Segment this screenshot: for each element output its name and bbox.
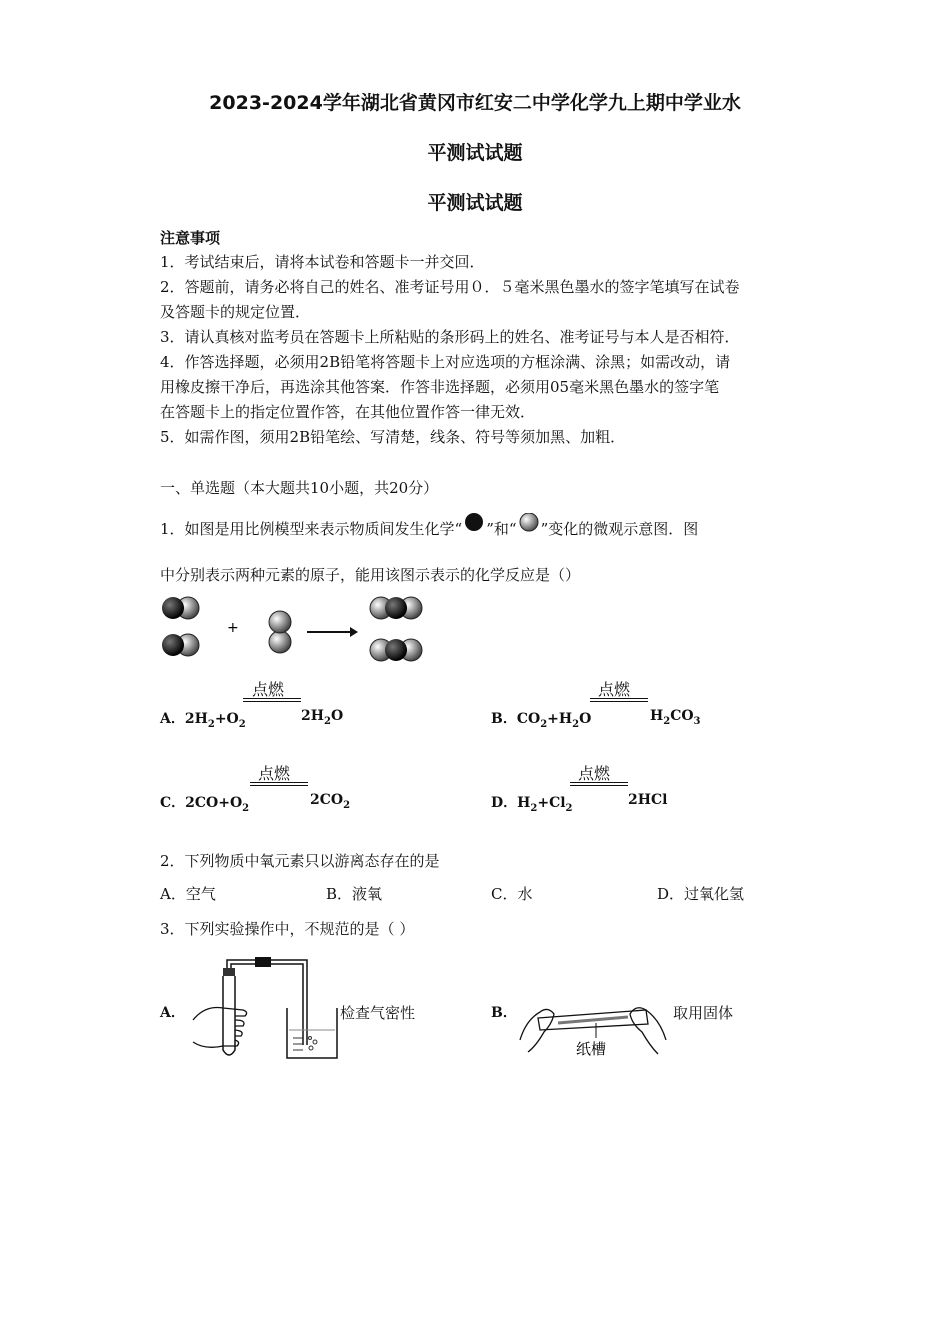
- question-1-text: [160, 513, 698, 539]
- subscript: 2: [663, 715, 671, 727]
- q2-option-a[interactable]: A．空气: [160, 885, 216, 903]
- q3-b-caption: 取用固体: [673, 1004, 734, 1022]
- page-title-line3: 平测试试题: [427, 192, 523, 214]
- q3-option-b[interactable]: B．: [491, 1005, 517, 1021]
- q1-text-part: ”变化的微观示意图．图: [540, 520, 699, 538]
- q1-text-part: ”和“: [486, 520, 517, 538]
- question-3-text: 3．下列实验操作中，不规范的是（ ）: [160, 920, 415, 938]
- notice-item: 5．如需作图，须用2B铅笔绘、写清楚，线条、符号等须加黑、加粗．: [160, 428, 626, 446]
- formula-part: H: [517, 795, 531, 811]
- notice-item: 在答题卡上的指定位置作答，在其他位置作答一律无效．: [160, 403, 536, 421]
- figure-label: 纸槽: [576, 1040, 607, 1058]
- molecule-black-gray: [162, 597, 199, 619]
- option-label: C．: [160, 795, 186, 811]
- option-label: B．: [491, 711, 517, 727]
- arrow-icon: [307, 627, 358, 637]
- q3-a-caption: 检查气密性: [340, 1004, 416, 1022]
- formula-part: CO: [670, 708, 694, 724]
- question-2-text: 2．下列物质中氧元素只以游离态存在的是: [160, 852, 440, 870]
- q2-option-c[interactable]: C．水: [491, 885, 533, 903]
- page-title-line2: 平测试试题: [427, 142, 523, 164]
- test-tube: [223, 976, 235, 1055]
- molecule-gray-gray: [269, 611, 291, 653]
- option-a[interactable]: [160, 708, 246, 730]
- formula-part: O: [579, 711, 592, 727]
- solid-sampling-figure: [518, 990, 668, 1060]
- notice-item: 用橡皮擦干净后，再选涂其他答案．作答非选择题，必须用05毫米黑色墨水的签字笔: [160, 378, 720, 396]
- reaction-diagram: [155, 590, 445, 665]
- q2-option-d[interactable]: D．过氧化氢: [657, 885, 745, 903]
- left-hand: [520, 1009, 554, 1052]
- section-heading: 一、单选题（本大题共10小题，共20分）: [160, 479, 439, 497]
- q1-text-part: 1．如图是用比例模型来表示物质间发生化学“: [160, 520, 463, 538]
- notice-heading: 注意事项: [160, 229, 221, 247]
- subscript: 2: [207, 718, 215, 730]
- airtightness-check-figure: [185, 950, 345, 1065]
- condition-ignite: 点燃: [252, 680, 285, 699]
- formula-part: 2H: [301, 708, 324, 724]
- formula-part: O: [330, 708, 344, 724]
- gray-atom-icon: [518, 513, 540, 535]
- subscript: 2: [343, 799, 351, 811]
- q2-option-b[interactable]: B．液氧: [326, 885, 383, 903]
- condition-ignite: 点燃: [258, 764, 291, 783]
- q3-option-a[interactable]: A．: [160, 1005, 185, 1021]
- subscript: 2: [323, 715, 331, 727]
- notice-item: 4．作答选择题，必须用2B铅笔将答题卡上对应选项的方框涂满、涂黑；如需改动，请: [160, 353, 731, 371]
- option-c-product: [310, 792, 350, 811]
- formula-part: +H: [547, 711, 573, 727]
- subscript: 2: [565, 802, 573, 814]
- condition-ignite: 点燃: [578, 764, 611, 783]
- formula-part: 2H: [184, 711, 208, 727]
- question-1-text-cont: 中分别表示两种元素的原子，能用该图示表示的化学反应是（）: [160, 566, 581, 584]
- option-label: A．: [160, 711, 185, 727]
- notice-item: 2．答题前，请务必将自己的姓名、准考证号用０．５毫米黑色墨水的签字笔填写在试卷: [160, 278, 740, 296]
- molecule-product: [370, 639, 422, 661]
- condition-ignite: 点燃: [598, 680, 631, 699]
- subscript: 2: [530, 802, 538, 814]
- option-d-product: 2HCl: [628, 792, 668, 808]
- formula-part: H: [650, 708, 664, 724]
- paper-trough: [558, 1017, 628, 1023]
- option-d[interactable]: [491, 792, 573, 814]
- notice-item: 3．请认真核对监考员在答题卡上所粘贴的条形码上的姓名、准考证号与本人是否相符．: [160, 328, 740, 346]
- notice-item: 1．考试结束后，请将本试卷和答题卡一并交回．: [160, 253, 485, 271]
- equation-line: [590, 698, 648, 702]
- hand-drawing: [193, 1008, 247, 1048]
- subscript: 3: [693, 715, 701, 727]
- subscript: 2: [572, 718, 580, 730]
- option-c[interactable]: [160, 792, 249, 814]
- page-title: 2023-2024学年湖北省黄冈市红安二中学化学九上期中学业水: [209, 92, 741, 114]
- option-a-product: [301, 708, 343, 727]
- molecule-product: [370, 597, 422, 619]
- formula-part: 2CO: [310, 792, 344, 808]
- formula-part: 2CO+O: [185, 795, 243, 811]
- black-atom-icon: [463, 513, 485, 535]
- plus-sign: +: [227, 620, 239, 636]
- equation-line: [250, 782, 308, 786]
- formula-part: +Cl: [537, 795, 566, 811]
- equation-line: [570, 782, 628, 786]
- option-label: D．: [491, 795, 518, 811]
- molecule-black-gray: [162, 634, 199, 656]
- subscript: 2: [540, 718, 548, 730]
- subscript: 2: [238, 718, 246, 730]
- rubber-connector: [255, 957, 271, 967]
- subscript: 2: [242, 802, 250, 814]
- right-hand: [630, 1008, 666, 1054]
- option-b[interactable]: [491, 708, 591, 730]
- option-b-product: [650, 708, 701, 727]
- formula-part: +O: [214, 711, 239, 727]
- formula-part: CO: [516, 711, 541, 727]
- notice-item: 及答题卡的规定位置．: [160, 303, 311, 321]
- equation-line: [243, 698, 301, 702]
